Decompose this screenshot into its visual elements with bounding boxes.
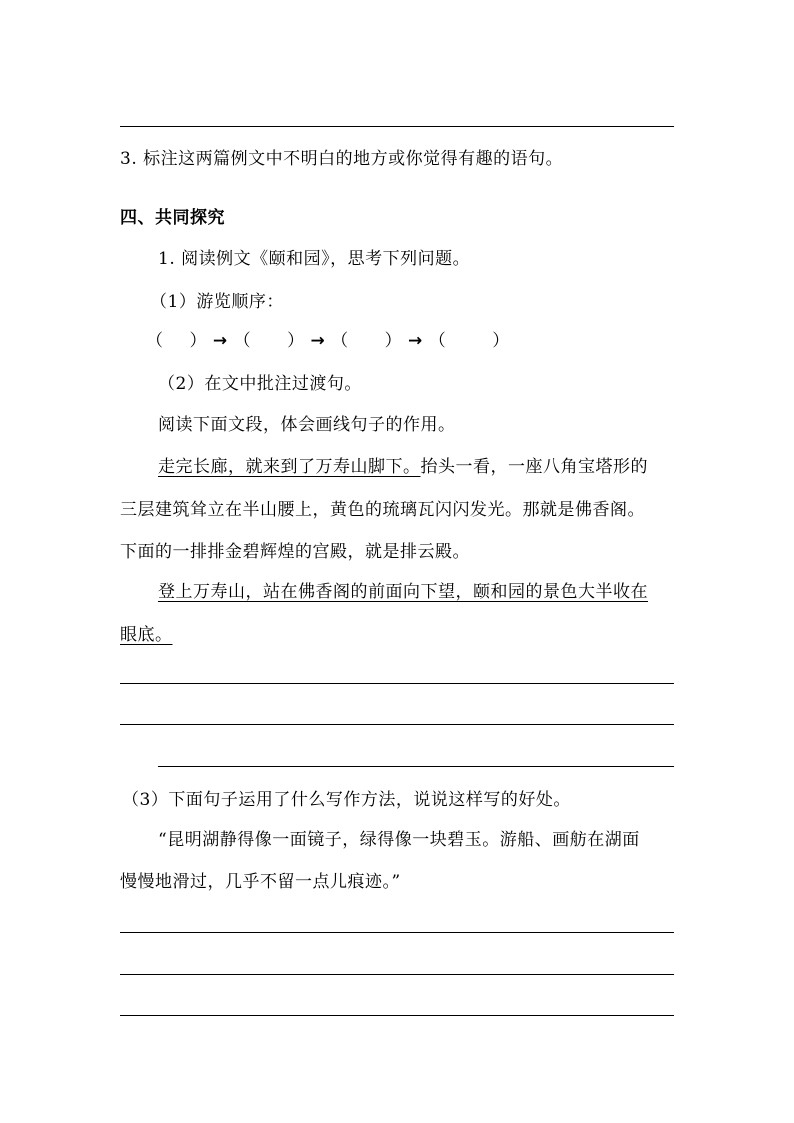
section-4-heading: 四、共同探究 [120, 208, 225, 228]
arrow-icon: → [212, 331, 228, 351]
bracket-close: ） [287, 331, 305, 351]
answer-line [120, 974, 674, 975]
quote-line-1: “昆明湖静得像一面镜子，绿得像一块碧玉。游船、画舫在湖面 [158, 830, 640, 850]
passage-text: 抬头一看，一座八角宝塔形的 [420, 457, 648, 477]
item-3-text: 3. 标注这两篇例文中不明白的地方或你觉得有趣的语句。 [120, 149, 564, 169]
reading-prompt: 阅读下面文段，体会画线句子的作用。 [158, 415, 456, 435]
bracket-open: （ [233, 331, 252, 351]
answer-line [120, 932, 674, 933]
question-1-3: （3）下面句子运用了什么写作方法，说说这样写的好处。 [122, 790, 571, 810]
answer-line [120, 126, 674, 127]
bracket-close: ） [492, 331, 510, 351]
bracket-close: ） [384, 331, 403, 351]
bracket-open: （ [146, 331, 164, 351]
question-1: 1. 阅读例文《颐和园》，思考下列问题。 [158, 249, 471, 269]
tour-order-blanks [146, 329, 510, 353]
answer-line [120, 724, 674, 725]
passage-1-line-2: 三层建筑耸立在半山腰上，黄色的琉璃瓦闪闪发光。那就是佛香阁。 [120, 500, 645, 520]
question-1-2: （2）在文中批注过渡句。 [158, 374, 362, 394]
answer-line [158, 766, 674, 767]
passage-1-line-3: 下面的一排排金碧辉煌的宫殿，就是排云殿。 [120, 542, 470, 562]
underlined-sentence: 走完长廊，就来到了万寿山脚下。 [158, 457, 421, 477]
answer-line [120, 1015, 674, 1016]
bracket-open: （ [331, 331, 349, 351]
answer-line [120, 683, 674, 684]
bracket-open: （ [428, 331, 447, 351]
passage-1-line-1 [158, 455, 648, 479]
question-1-1: （1）游览顺序： [150, 292, 284, 312]
arrow-icon: → [310, 331, 326, 351]
bracket-close: ） [189, 331, 207, 351]
passage-2-line-2: 眼底。 [120, 625, 173, 645]
passage-2-line-1: 登上万寿山，站在佛香阁的前面向下望，颐和园的景色大半收在 [158, 582, 648, 602]
quote-line-2: 慢慢地滑过，几乎不留一点儿痕迹。” [120, 872, 401, 892]
arrow-icon: → [408, 331, 423, 351]
